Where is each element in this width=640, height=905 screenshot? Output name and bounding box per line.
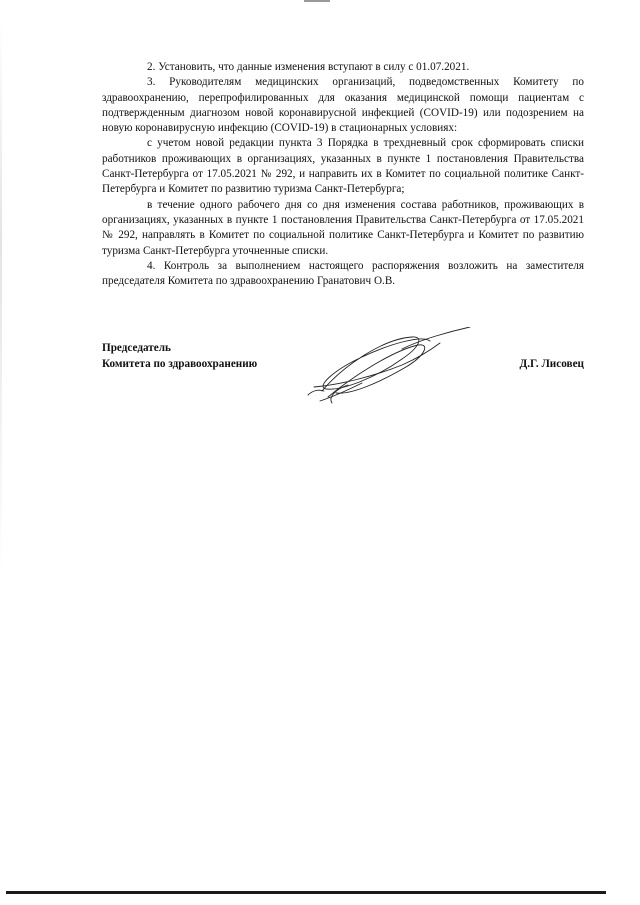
scan-bottom-edge	[6, 891, 606, 894]
paragraph-subitem-lists: с учетом новой редакции пункта 3 Порядка в трехдневный срок сформировать списки работников проживающих в организациях, указанных в пункте 1 постановления Правительства Санкт-Петербурга от 17.05.2021 № 292, и направить их в Комитет по социальной политике Санкт-Петербурга и Комитет по развитию туризма Санкт-Петербурга;	[102, 137, 584, 196]
handwritten-signature	[302, 327, 472, 411]
document-body	[102, 60, 584, 289]
signer-title-line2: Комитета по здравоохранению	[102, 357, 258, 370]
signer-title-line1: Председатель	[102, 342, 171, 354]
paragraph-item-4: 4. Контроль за выполнением настоящего распоряжения возложить на заместителя председателя Комитета по здравоохранению Гранатович О.В.	[102, 259, 584, 288]
signature-block	[102, 341, 584, 421]
scan-left-edge	[0, 20, 2, 580]
scan-top-mark	[304, 0, 330, 2]
paragraph-item-3: 3. Руководителям медицинских организаций, подведомственных Комитету по здравоохранению, перепрофилированных для оказания медицинской помощи пациентам с подтвержденным диагнозом новой коронавирусной инфекцией (COVID-19) или подозрением на новую коронавирусную инфекцию (COVID-19) в стационарных условиях:	[102, 76, 584, 135]
signer-title	[102, 341, 257, 372]
paragraph-item-2: 2. Установить, что данные изменения вступают в силу с 01.07.2021.	[147, 61, 470, 73]
paragraph-subitem-updates: в течение одного рабочего дня со дня изменения состава работников, проживающих в организациях, указанных в пункте 1 постановления Правительства Санкт-Петербурга от 17.05.2021 № 292, направлять в Комитет по социальной политике Санкт-Петербурга и Комитет по развитию туризма Санкт-Петербурга уточненные списки.	[102, 198, 584, 257]
signer-name: Д.Г. Лисовец	[519, 357, 584, 370]
